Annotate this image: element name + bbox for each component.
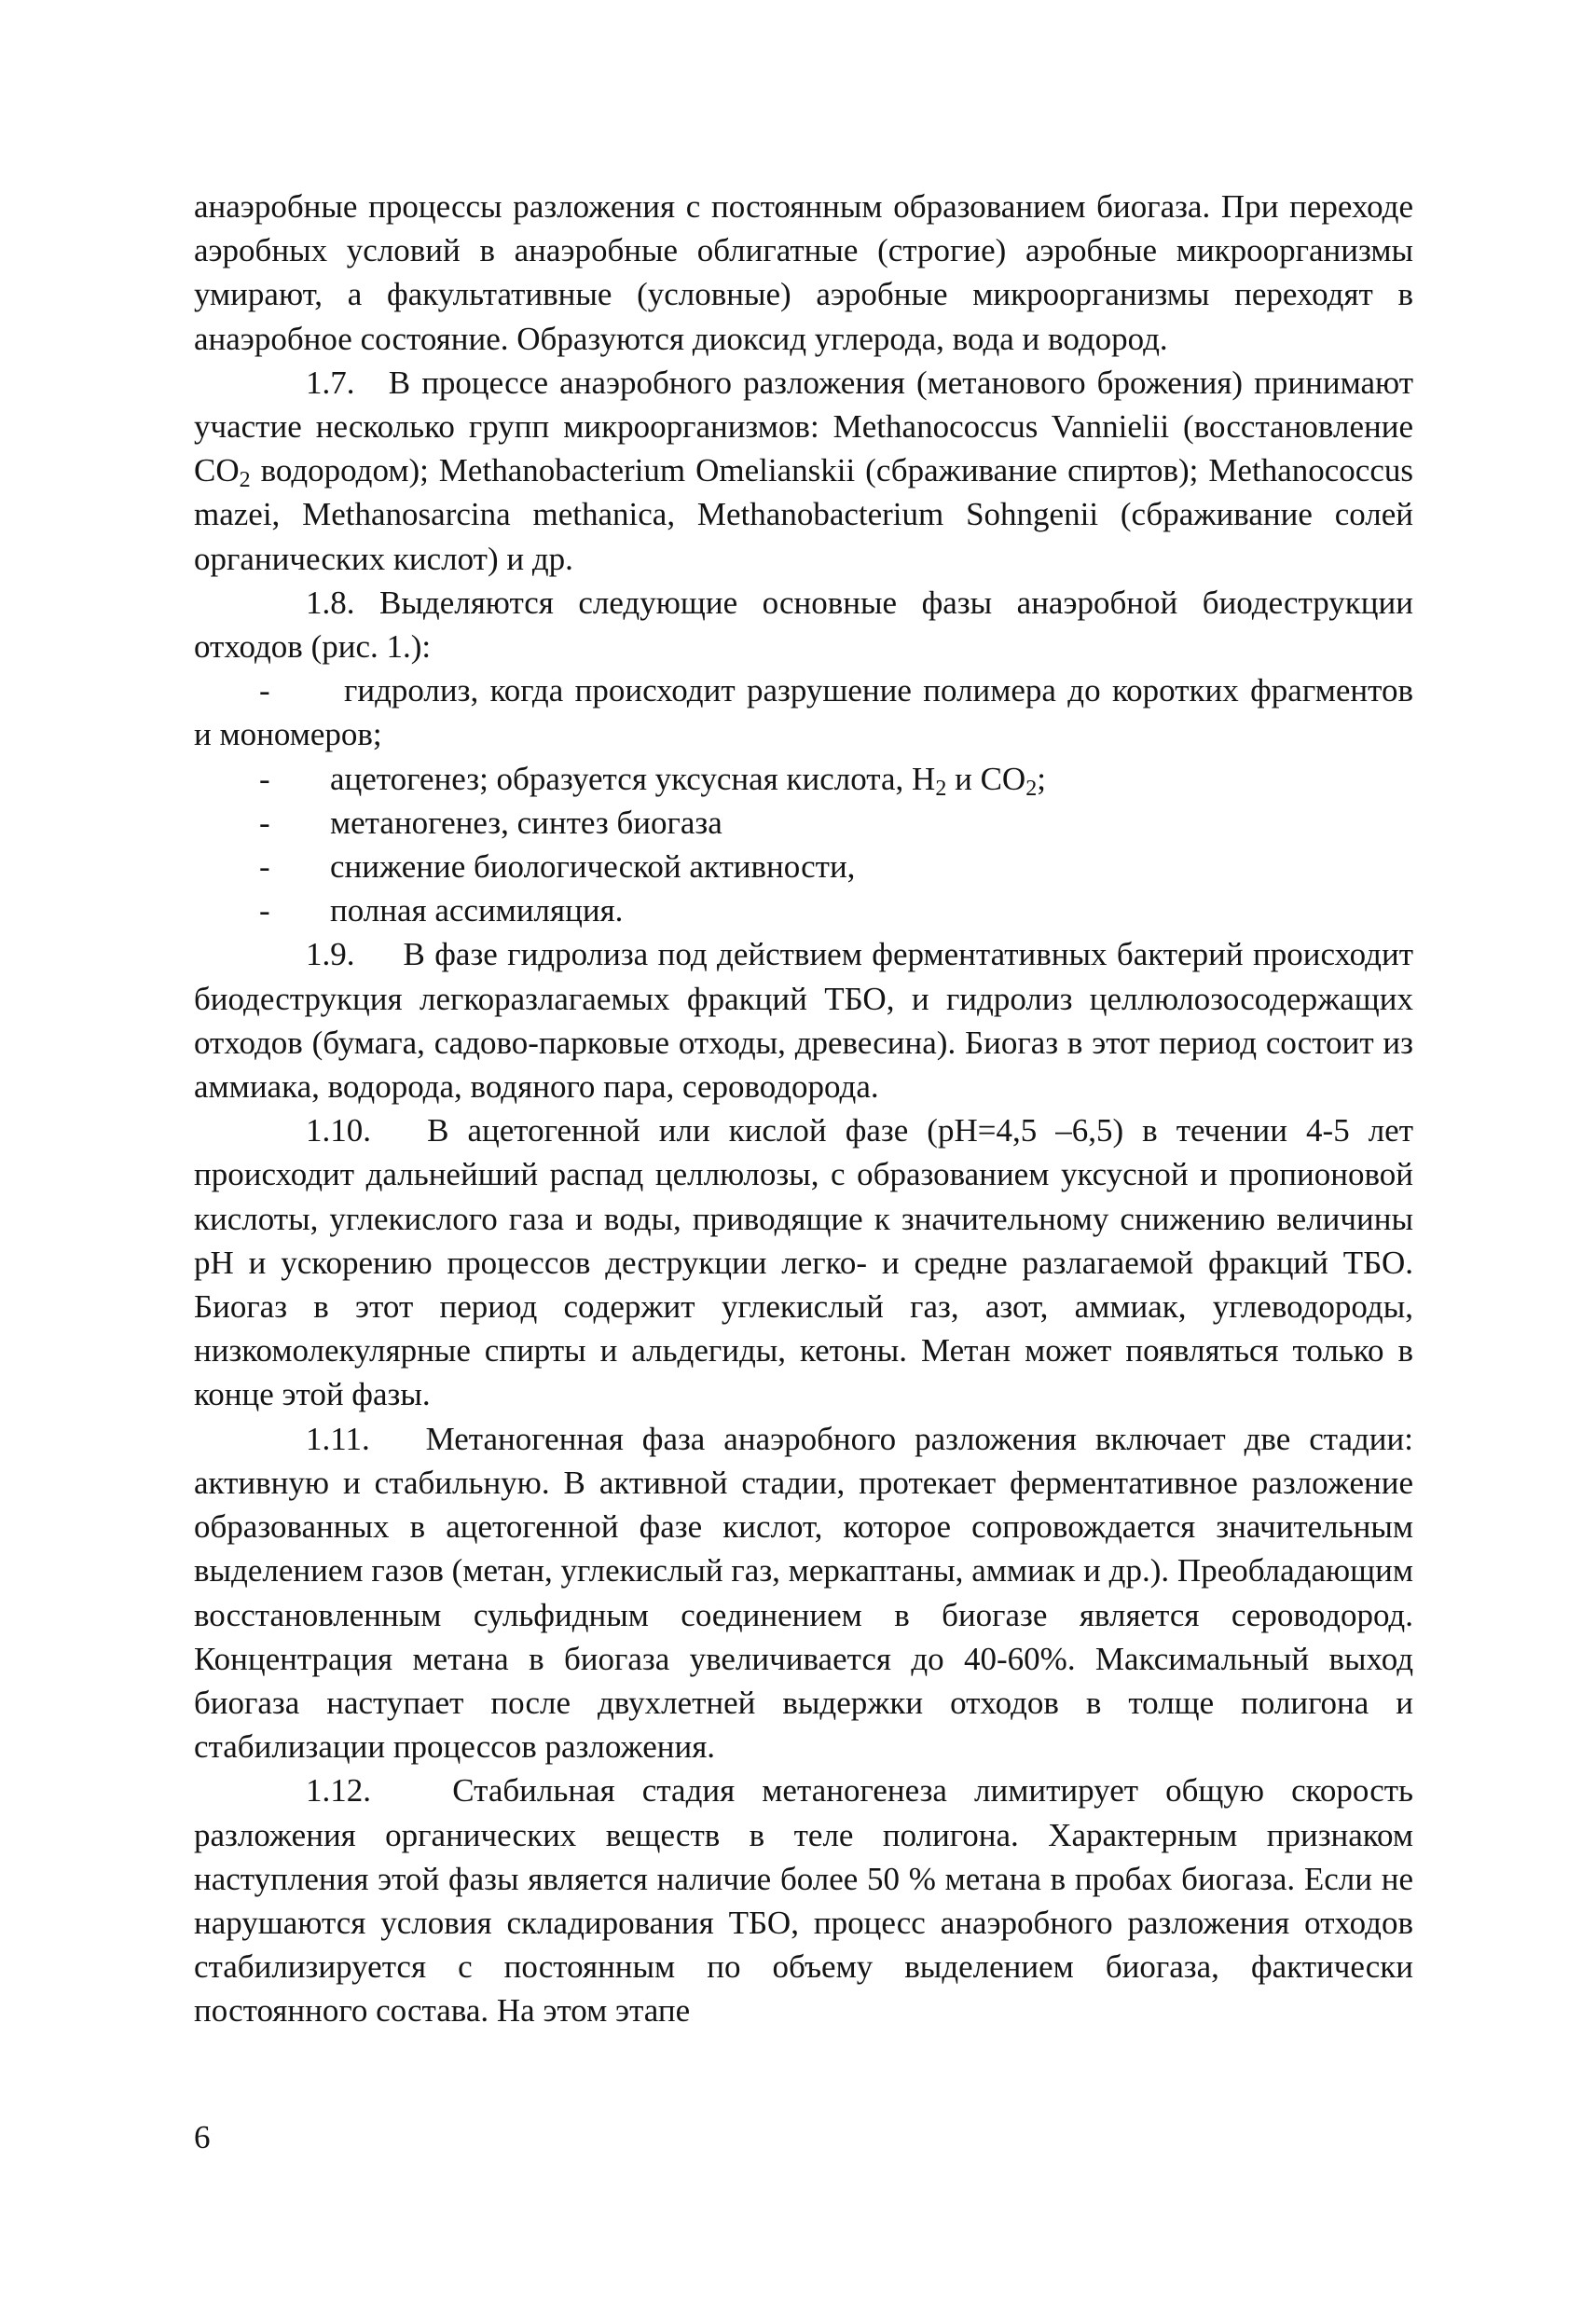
- paragraph-1-7: 1.7. В процессе анаэробного разложения (метанового брожения) принимают участие несколько групп микроорганизмов: Methanococcus Vannielii (восстановление $CO_2$ водородом); Methanobacterium Omelianskii (сбраживание спиртов); Methanococcus mazei, Methanosarcina methanica, Methanobacterium Sohngenii (сбраживание солей органических кислот) и др.: [194, 361, 1413, 581]
- paragraph-number: 1.12.: [306, 1772, 371, 1810]
- list-item-assimilation: - полная ассимиляция.: [194, 888, 1413, 932]
- list-item-hydrolysis: - гидролиз, когда происходит разрушение полимера до коротких фрагментов и мономеров;: [194, 668, 1413, 756]
- list-item-acetogenesis: - ацетогенез; образуется уксусная кислота, $H_2$ и $CO_2$;: [194, 757, 1413, 801]
- paragraph-number: 1.10.: [306, 1112, 371, 1149]
- paragraph-number: 1.9.: [306, 936, 355, 973]
- page-body: [194, 185, 1413, 2033]
- list-dash: -: [259, 672, 270, 709]
- paragraph-number: 1.7.: [306, 364, 355, 401]
- list-dash: -: [259, 760, 270, 797]
- list-item-methanogenesis: - метаногенез, синтез биогаза: [194, 801, 1413, 845]
- paragraph-intro: анаэробные процессы разложения с постоянным образованием биогаза. При переходе аэробных условий в анаэробные облигатные (строгие) аэробные микроорганизмы умирают, а факультативные (условные) аэробные микроорганизмы переходят в анаэробное состояние. Образуются диоксид углерода, вода и водород.: [194, 188, 1413, 357]
- list-item-activity-decline: - снижение биологической активности,: [194, 845, 1413, 888]
- list-dash: -: [259, 892, 270, 929]
- paragraph-1-10: 1.10. В ацетогенной или кислой фазе (pH=4,5 –6,5) в течении 4-5 лет происходит дальнейший распад целлюлозы, с образованием уксусной и пропионовой кислоты, углекислого газа и воды, приводящие к значительному снижению величины pH и ускорению процессов деструкции легко- и средне разлагаемой фракций ТБО. Биогаз в этот период содержит углекислый газ, азот, аммиак, углеводороды, низкомолекулярные спирты и альдегиды, кетоны. Метан может появляться только в конце этой фазы.: [194, 1108, 1413, 1416]
- paragraph-1-9: 1.9. В фазе гидролиза под действием ферментативных бактерий происходит биодеструкция легкоразлагаемых фракций ТБО, и гидролиз целлюлозосодержащих отходов (бумага, садово-парковые отходы, древесина). Биогаз в этот период состоит из аммиака, водорода, водяного пара, сероводорода.: [194, 932, 1413, 1108]
- list-dash: -: [259, 804, 270, 841]
- paragraph-1-12: 1.12. Стабильная стадия метаногенеза лимитирует общую скорость разложения органических веществ в теле полигона. Характерным признаком наступления этой фазы является наличие более 50 % метана в пробах биогаза. Если не нарушаются условия складирования ТБО, процесс анаэробного разложения отходов стабилизируется с постоянным по объему выделением биогаза, фактически постоянного состава. На этом этапе: [194, 1768, 1413, 2032]
- page-number: 6: [194, 2119, 211, 2155]
- paragraph-number: 1.8.: [306, 584, 355, 621]
- list-dash: -: [259, 848, 270, 886]
- paragraph-1-8: 1.8. Выделяются следующие основные фазы анаэробной биодеструкции отходов (рис. 1.):: [194, 581, 1413, 668]
- paragraph-1-11: 1.11. Метаногенная фаза анаэробного разложения включает две стадии: активную и стабильную. В активной стадии, протекает ферментативное разложение образованных в ацетогенной фазе кислот, которое сопровождается значительным выделением газов (метан, углекислый газ, меркаптаны, аммиак и др.). Преобладающим восстановленным сульфидным соединением в биогазе является сероводород. Концентрация метана в биогаза увеличивается до 40-60%. Максимальный выход биогаза наступает после двухлетней выдержки отходов в толще полигона и стабилизации процессов разложения.: [194, 1417, 1413, 1769]
- paragraph-number: 1.11.: [306, 1420, 370, 1457]
